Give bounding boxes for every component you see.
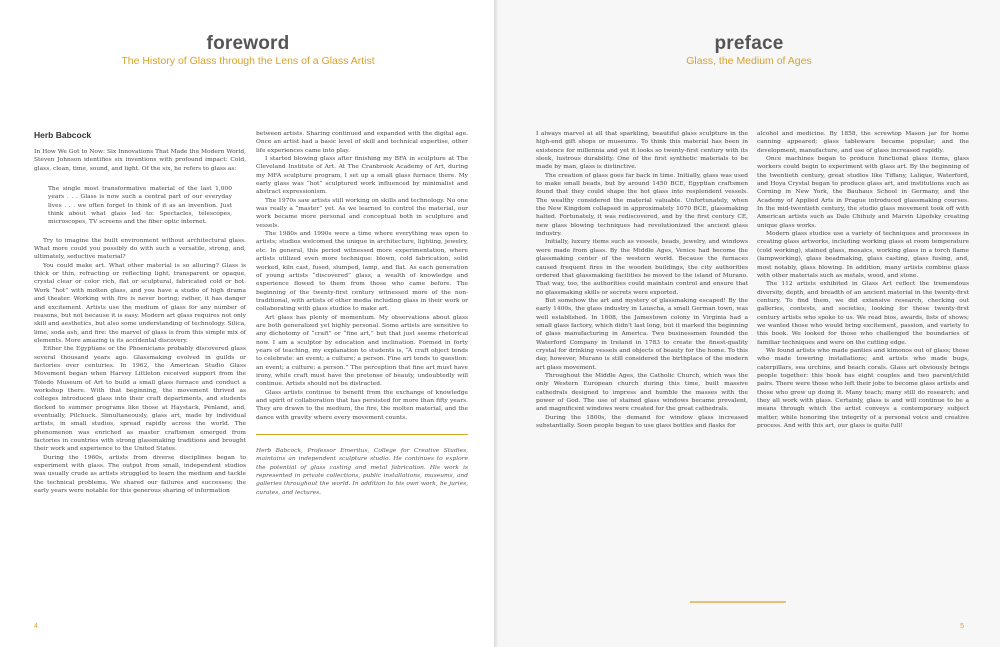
foreword-title: foreword xyxy=(206,33,290,54)
paragraph: Modern glass studios use a variety of techniques and processes in creating glass artworks, including working glass at room temperature (cold working), stained glass, mosaics, working glass in a torch flame (lampworking), glass beadmaking, glass casting, glass fusing, and, most notably, glass blowing. In addition, many artists combine glass with other materials such as metals, wood, and stone. xyxy=(757,231,969,279)
author-bio: Herb Babcock, Professor Emeritus, College for Creative Studies, maintains an independent sculpture studio. He continues to explore the potential of glass casting and metal fabrication. His work is represented in private collections, public installations, museums, and galleries throughout the world. In addition to his own work, he juries, curates, and lectures. xyxy=(256,448,468,496)
preface-subtitle: Glass, the Medium of Ages xyxy=(686,55,812,67)
foreword-column-2 xyxy=(256,130,468,497)
paragraph: The 1970s saw artists still working on skills and technology. No one was really a “master” yet. As we learned to control the material, our work became more personal and conceptual both in sculpture and vessels. xyxy=(256,197,468,229)
page-number-right: 5 xyxy=(960,623,964,630)
paragraph: Art glass has plenty of momentum. My observations about glass are both generalized yet highly personal. Some artists are sensitive to any dichotomy of “craft” or “fine art,” but that just seems rhetorical now. I am a sculptor by education and inclination. Formed in forty years of teaching, my explanation to students is, “A craft object tends to celebrate: an event; a culture; a person. Fine art tends to question: an event; a culture; a person.” The perception that fine art must have irony, while craft must have the pretense of beauty, undoubtedly will continue. Artists should not be distracted. xyxy=(256,314,468,388)
right-page xyxy=(498,0,1000,647)
paragraph: Throughout the Middle Ages, the Catholic Church, which was the only Western European church during this time, built massive cathedrals designed to impress and humble the masses with the power of God. The use of stained glass windows became prevalent, and magnificent windows were created for the great cathedrals. xyxy=(536,372,748,413)
preface-title: preface xyxy=(714,33,784,54)
block-quote: The single most transformative material of the last 1,000 years . . . Glass is now such a central part of our everyday lives . . . we often forget to think of it as an invention. Just think about what glass led to: Spectacles, telescopes, microscopes, TV screens and the fiber optic internet. xyxy=(48,186,232,226)
paragraph: During the 1800s, the demand for window glass increased substantially. Soon people began to use glass bottles and flasks for xyxy=(536,414,748,430)
paragraph: Try to imagine the built environment without architectural glass. What more could you possibly do with such a versatile, strong, and, ultimately, seductive material? xyxy=(34,237,246,261)
paragraph: We found artists who made panties and kimonos out of glass; those who made towering installations; and artists who made bugs, caterpillars, sea urchins, and beach corals. Glass art obviously brings people together: this book has eight couples and two parent/child pairs. There were those who left their jobs to become glass artists and those who grew up doing it. Many teach; many still do research; and they all work with glass. Certainly, glass is and will continue to be a means through which the artist conveys a contemporary subject matter, while honoring the integrity of a personal voice and creative process. And with this art, our glass is quite full! xyxy=(757,347,969,430)
preface-column-1 xyxy=(536,130,748,430)
preface-column-2 xyxy=(757,130,969,430)
foreword-column-1 xyxy=(34,148,246,495)
paragraph: Once machines began to produce functional glass items, glass workers could begin to experiment with glass art. By the beginning of the twentieth century, great studios like Tiffany, Lalique, Waterford, and Hoya Crystal began to produce glass art, and institutions such as Corning in New York, the Bauhaus School in Germany, and the Academy of Applied Arts in Prague introduced glassmaking courses. In the mid-twentieth century, the studio glass movement took off with American artists such as Dale Chihuly and Marvin Lipofsky creating unique glass works. xyxy=(757,156,969,229)
paragraph: I started blowing glass after finishing my BFA in sculpture at The Cleveland Institute of Art. At The Cranbrook Academy of Art, during my MFA sculpture program, I set up a small glass furnace there. My early glass was “hot” sculptured work influenced by minimalist and abstract expressionism. xyxy=(256,156,468,196)
paragraph: between artists. Sharing continued and expanded with the digital age. Once an artist had a basic level of skill and technical expertise, other life experiences came into play. xyxy=(256,131,468,154)
paragraph: The 1980s and 1990s were a time where everything was open to artists; studios welcomed the unique in architecture, lighting, jewelry, etc. In general, this period witnessed more experimentation, where artists utilized even more technique: blown, cold fabrication, solid worked, kiln cast, fused, slumped, lamp, and flat. As each generation of young artists “discovered” glass, a wealth of knowledge and experience flowed to them from those who came before. The beginning of the twenty-first century witnessed more of the non-traditional, with artists of other media including glass in their work or collaborating with glass studios to make art. xyxy=(256,231,468,313)
page-number-left: 4 xyxy=(34,623,38,630)
paragraph: The creation of glass goes far back in time. Initially, glass was used to make small beads, but by around 1450 BCE, Egyptian craftsmen found that they could shape the hot glass into resplendent vessels. The wealthy considered the material valuable. Unfortunately, when the New Kingdom collapsed in approximately 1070 BCE, glassmaking halted. Fortunately, it was rediscovered, and by the first century CE, new glass blowing techniques had revolutionized the ancient glass industry. xyxy=(536,172,748,238)
paragraph: I always marvel at all that sparkling, beautiful glass sculpture in the high-end gift shops or museums. To think this material has been in existence for millennia and yet it looks so twenty-first century with its sleek, lustrous durability. One of the first synthetic materials to be made by man, glass is distinctive. xyxy=(536,131,748,171)
author-name: Herb Babcock xyxy=(34,130,92,140)
paragraph: In How We Got to Now: Six Innovations That Made the Modern World, Steven Johnson identifies six inventions with profound impact: Cold, glass, clean, time, sound, and light. Of the six, he refers to glass as: xyxy=(34,149,246,172)
foreword-subtitle: The History of Glass through the Lens of a Glass Artist xyxy=(121,55,375,67)
decorative-bar xyxy=(690,601,786,603)
paragraph: But somehow the art and mystery of glassmaking escaped! By the early 1400s, the glass industry in Lauscha, a small German town, was well established. In 1608, the Jamestown colony in Virginia had a small glass factory, which didn’t last long, but it marked the beginning of glass manufacturing in America. Two businessmen founded the Waterford Company in Ireland in 1783 to create the finest-quality crystal for drinking vessels and objects of beauty for the home. To this day, however, Murano is still considered the birthplace of the modern art glass movement. xyxy=(536,297,748,371)
paragraph: alcohol and medicine. By 1858, the screwtop Mason jar for home canning appeared; glass tableware became popular; and the development, manufacture, and use of glass increased rapidly. xyxy=(757,131,969,154)
paragraph: You could make art. What other material is so alluring? Glass is thick or thin, refracting or reflecting light, transparent or opaque, crystal clear or color rich, flat or sculptural, fabricated cold or hot. Work “hot” with molten glass, and you have a studio of high drama and theater. Working with fire is never boring; rather, it has danger and excitement. Artists use the medium of glass for any number of reasons, but not because it is easy. Modern art glass requires not only skill and aesthetics, but also some understanding of technology. Silica, lime, soda ash, and fire: the marvel of glass is from this simple mix of elements. More amazing is its accidental discovery. xyxy=(34,262,246,344)
paragraph: Either the Egyptians or the Phoenicians probably discovered glass several thousand years ago. Glassmaking evolved in guilds or factories over centuries. In 1962, the American Studio Glass Movement began when Harvey Littleton received support from the Toledo Museum of Art to build a small glass furnace and conduct a workshop there. With that beginning, the movement thrived as colleges introduced glass into their craft departments, and students flocked to summer programs like those at Haystack, Penland, and, eventually, Pilchuck. Simultaneously, glass art, made by individual artists, in small studios, spread rapidly across the world. The phenomenon was enriched as master craftsmen emerged from factories in countries with strong glassmaking traditions and brought their work and experience to the United States. xyxy=(34,346,246,453)
left-page xyxy=(0,0,496,647)
paragraph: The 112 artists exhibited in Glass Art reflect the tremendous diversity, depth, and breadth of an ancient material in the twenty-first century. To find them, we did extensive research, checking out galleries, contests, and societies, looking for these twenty-first century artists who spoke to us. We read bios, awards, lists of shows; we wanted those who would bring excitement, passion, and variety to this book. We looked for those who challenged the boundaries of familiar techniques and were on the cutting edge. xyxy=(757,281,969,346)
bio-divider xyxy=(256,434,468,435)
paragraph: Glass artists continue to benefit from the exchange of knowledge and spirit of collaboration that has persisted for more than fifty years. They are drawn to the medium, the fire, the molten material, and the dance with gravity where every movement counts. xyxy=(256,389,468,421)
paragraph: During the 1960s, artists from diverse disciplines began to experiment with glass. The output from small, independent studios was usually crude as artists struggled to learn the medium and tackle the technical problems. We shared our failures and successes; the early years were notable for this generous sharing of information xyxy=(34,454,246,495)
paragraph: Initially, luxury items such as vessels, beads, jewelry, and windows were made from glass. By the Middle Ages, Venice had become the glassmaking center of the western world. Because the furnaces caused frequent fires in the wooden buildings, the city authorities ordered that glassmaking facilities be moved to the island of Murano. That way, too, the authorities could maintain control and ensure that no glassmaking skills or secrets were exported. xyxy=(536,239,748,296)
